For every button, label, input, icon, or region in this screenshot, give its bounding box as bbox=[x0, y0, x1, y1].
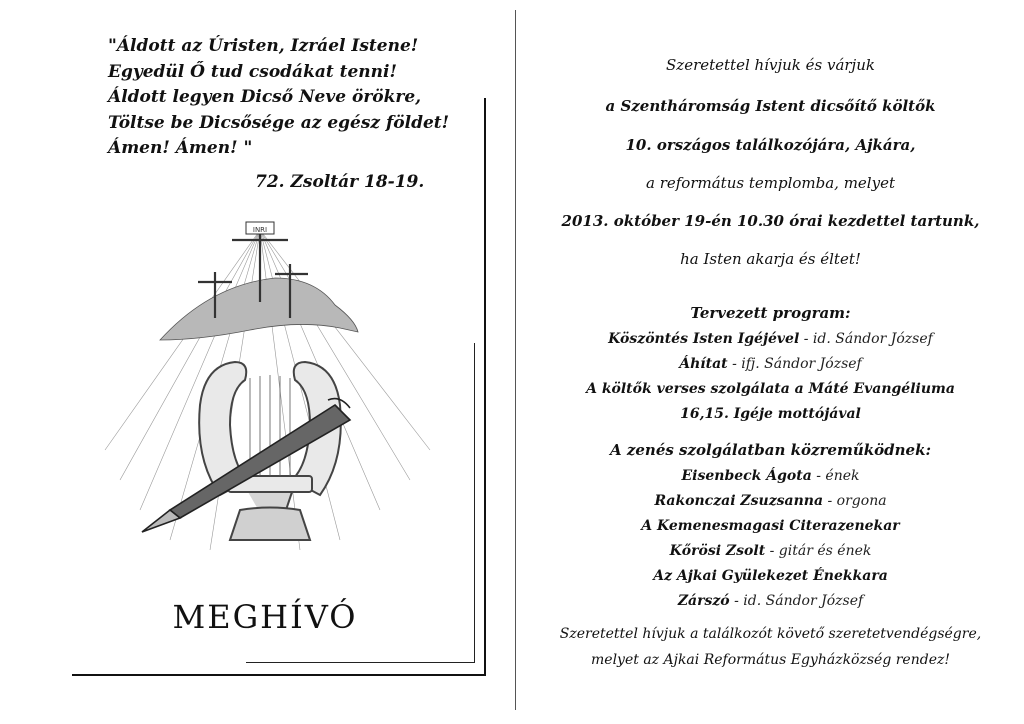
invitation-line: Szeretettel hívjuk és várjuk bbox=[666, 56, 875, 74]
invitation-line: 10. országos találkozójára, Ajkára, bbox=[625, 136, 916, 154]
psalm-line: Ámen! Ámen! " bbox=[108, 138, 253, 158]
performer-name: Kőrösi Zsolt bbox=[669, 543, 766, 559]
performer-role: - ének bbox=[811, 468, 860, 484]
performer-name: Rakonczai Zsuzsanna bbox=[654, 493, 824, 509]
closing-line: Szeretettel hívjuk a találkozót követő szeretetvendégségre, bbox=[559, 626, 982, 642]
psalm-reference: 72. Zsoltár 18-19. bbox=[255, 172, 425, 192]
psalm-line: Töltse be Dicsősége az egész földet! bbox=[108, 112, 450, 133]
psalm-quote bbox=[108, 34, 450, 162]
program-item-title: Köszöntés Isten Igéjével bbox=[608, 331, 800, 347]
program-item bbox=[517, 406, 1024, 422]
program-item-person: - ifj. Sándor József bbox=[727, 356, 862, 372]
performer-item bbox=[517, 493, 1024, 509]
program-item bbox=[517, 356, 1024, 372]
program-item-title: Áhítat bbox=[679, 356, 728, 372]
psalm-line: Áldott legyen Dicső Neve örökre, bbox=[108, 87, 422, 107]
program-item bbox=[517, 381, 1024, 397]
program-heading: Tervezett program: bbox=[690, 304, 851, 322]
performer-item bbox=[517, 543, 1024, 559]
performer-item bbox=[517, 518, 1024, 534]
invitation-title: MEGHÍVÓ bbox=[172, 598, 358, 636]
frame-line bbox=[246, 662, 475, 663]
performer-role: - orgona bbox=[823, 493, 887, 509]
page-divider bbox=[515, 10, 516, 710]
lyre-cross-illustration bbox=[100, 210, 440, 570]
performer-role: - id. Sándor József bbox=[729, 593, 864, 609]
performer-item bbox=[517, 468, 1024, 484]
program-item-title: A költők verses szolgálata a Máté Evangéliuma bbox=[586, 381, 955, 397]
performers-heading: A zenés szolgálatban közreműködnek: bbox=[610, 441, 931, 459]
program-item-person: - id. Sándor József bbox=[799, 331, 933, 347]
performer-item bbox=[517, 593, 1024, 609]
inri-sign: INRI bbox=[252, 226, 268, 234]
performer-item bbox=[517, 568, 1024, 584]
performer-role: - gitár és ének bbox=[765, 543, 872, 559]
performer-name: Zárszó bbox=[677, 593, 730, 609]
program-item bbox=[517, 331, 1024, 347]
invitation-line: ha Isten akarja és éltet! bbox=[680, 250, 861, 268]
invitation-line: a református templomba, melyet bbox=[646, 174, 895, 192]
frame-line bbox=[72, 674, 486, 676]
performer-name: Az Ajkai Gyülekezet Énekkara bbox=[653, 568, 888, 584]
psalm-line: Egyedül Ő tud csodákat tenni! bbox=[108, 61, 397, 82]
closing-line: melyet az Ajkai Református Egyházközség rendez! bbox=[591, 652, 950, 668]
right-page bbox=[517, 0, 1024, 724]
performer-name: A Kemenesmagasi Citerazenekar bbox=[641, 518, 900, 534]
invitation-line: a Szentháromság Istent dicsőítő költők bbox=[605, 97, 936, 115]
invitation-date: 2013. október 19-én 10.30 órai kezdettel tartunk, bbox=[561, 212, 980, 230]
performer-name: Eisenbeck Ágota bbox=[681, 468, 812, 484]
frame-line bbox=[474, 343, 475, 663]
program-item-title: 16,15. Igéje mottójával bbox=[680, 406, 861, 422]
psalm-line: "Áldott az Úristen, Izráel Istene! bbox=[108, 36, 419, 56]
frame-line bbox=[484, 98, 486, 676]
